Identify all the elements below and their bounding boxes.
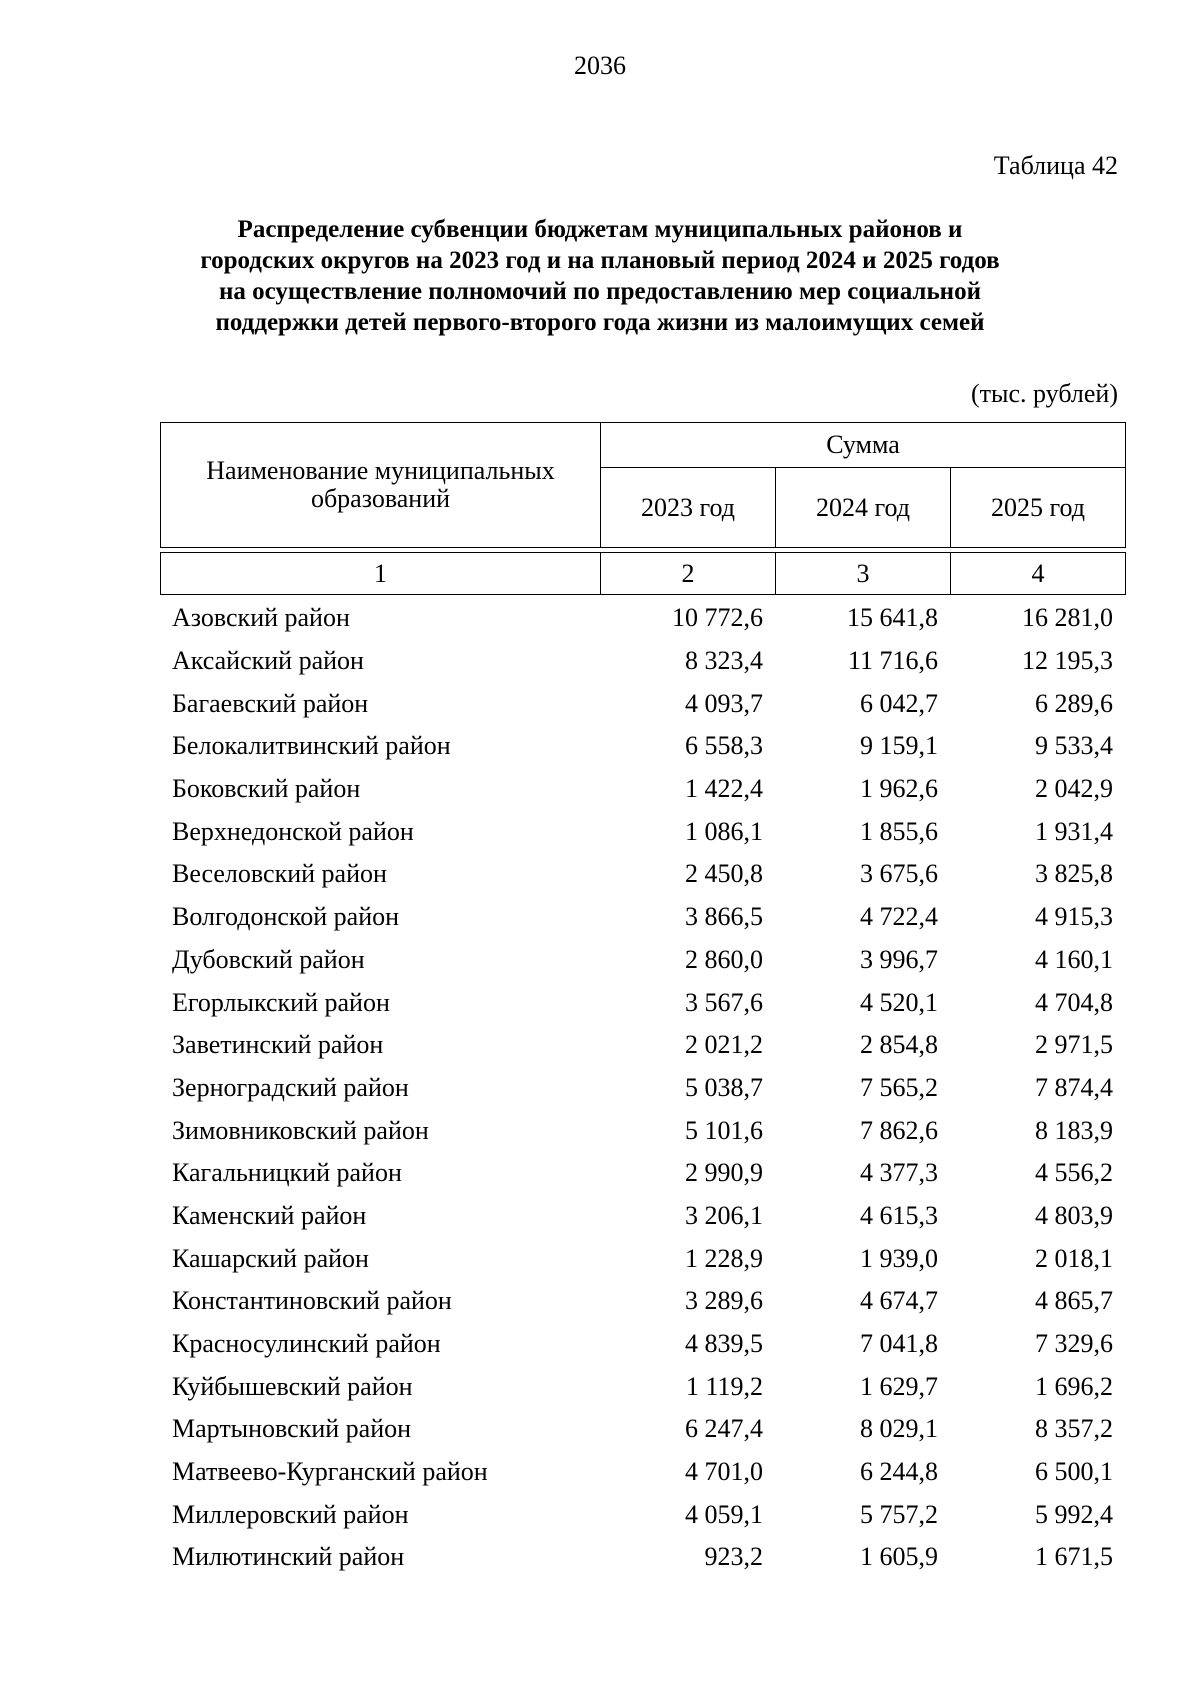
column-number: 1 (161, 553, 601, 595)
header-year-2024: 2024 год (776, 468, 951, 548)
amount-2024: 4 674,7 (860, 1286, 938, 1316)
table-row (160, 1067, 1125, 1110)
table-row (160, 1152, 1125, 1195)
amount-2023: 6 558,3 (685, 731, 763, 761)
amount-2023: 1 422,4 (685, 774, 763, 804)
amount-2023: 8 323,4 (685, 646, 763, 676)
municipality-name: Каменский район (172, 1200, 367, 1230)
municipality-name: Дубовский район (172, 944, 365, 974)
amount-2024: 2 854,8 (860, 1030, 938, 1060)
amount-2023: 4 701,0 (685, 1457, 763, 1487)
amount-2025: 5 992,4 (1035, 1499, 1113, 1529)
amount-2023: 6 247,4 (685, 1414, 763, 1444)
page-number: 2036 (574, 51, 626, 80)
table-row (160, 810, 1125, 853)
municipality-name: Зерноградский район (172, 1072, 409, 1102)
amount-2024: 3 675,6 (860, 859, 938, 889)
municipality-name: Боковский район (172, 774, 361, 804)
table-row (160, 725, 1125, 768)
header-year-2025: 2025 год (951, 468, 1126, 548)
amount-2025: 2 042,9 (1035, 774, 1113, 804)
municipality-name: Милютинский район (172, 1542, 405, 1572)
amount-2024: 15 641,8 (847, 603, 938, 633)
table-row (160, 1408, 1125, 1451)
table-row (160, 1280, 1125, 1323)
municipality-name: Волгодонской район (172, 902, 400, 932)
data-table (160, 597, 1125, 1579)
amount-2023: 2 990,9 (685, 1158, 763, 1188)
amount-2025: 4 915,3 (1035, 902, 1113, 932)
amount-2023: 923,2 (704, 1542, 763, 1572)
municipality-name: Белокалитвинский район (172, 731, 451, 761)
amount-2024: 3 996,7 (860, 944, 938, 974)
table-row (160, 1024, 1125, 1067)
municipality-name: Мартыновский район (172, 1414, 412, 1444)
amount-2025: 1 931,4 (1035, 816, 1113, 846)
amount-2023: 5 101,6 (685, 1115, 763, 1145)
amount-2023: 5 038,7 (685, 1072, 763, 1102)
amount-2024: 9 159,1 (860, 731, 938, 761)
table-row (160, 1536, 1125, 1579)
amount-2024: 8 029,1 (860, 1414, 938, 1444)
amount-2023: 10 772,6 (672, 603, 763, 633)
table-row (160, 981, 1125, 1024)
amount-2025: 4 803,9 (1035, 1200, 1113, 1230)
table-row (160, 1451, 1125, 1494)
table-row (160, 1323, 1125, 1366)
amount-2023: 2 021,2 (685, 1030, 763, 1060)
header-sum: Сумма (601, 423, 1126, 468)
amount-2023: 3 567,6 (685, 987, 763, 1017)
municipality-name: Куйбышевский район (172, 1371, 413, 1401)
municipality-name: Заветинский район (172, 1030, 384, 1060)
amount-2023: 3 866,5 (685, 902, 763, 932)
municipality-name: Зимовниковский район (172, 1115, 429, 1145)
amount-2025: 2 018,1 (1035, 1243, 1113, 1273)
units-label: (тыс. рублей) (970, 379, 1118, 408)
table-row (160, 896, 1125, 939)
title-line: городских округов на 2023 год и на плановый период 2024 и 2025 годов (200, 247, 1000, 274)
amount-2025: 8 357,2 (1035, 1414, 1113, 1444)
municipality-name: Азовский район (172, 603, 350, 633)
amount-2023: 1 086,1 (685, 816, 763, 846)
table-row (160, 1195, 1125, 1238)
table-row (160, 939, 1125, 982)
table-row (160, 640, 1125, 683)
amount-2024: 4 520,1 (860, 987, 938, 1017)
amount-2024: 4 615,3 (860, 1200, 938, 1230)
amount-2025: 7 874,4 (1035, 1072, 1113, 1102)
amount-2023: 4 839,5 (685, 1329, 763, 1359)
column-number: 4 (951, 553, 1126, 595)
amount-2024: 6 244,8 (860, 1457, 938, 1487)
amount-2025: 16 281,0 (1022, 603, 1113, 633)
table-row (160, 853, 1125, 896)
amount-2024: 5 757,2 (860, 1499, 938, 1529)
amount-2024: 1 629,7 (860, 1371, 938, 1401)
table-row (160, 1109, 1125, 1152)
amount-2024: 11 716,6 (847, 646, 938, 676)
title-line: Распределение субвенции бюджетам муниципальных районов и (237, 216, 963, 243)
header-year-2023: 2023 год (601, 468, 776, 548)
table-row (160, 768, 1125, 811)
amount-2024: 6 042,7 (860, 688, 938, 718)
amount-2024: 1 855,6 (860, 816, 938, 846)
table-label: Таблица 42 (993, 151, 1118, 180)
municipality-name: Веселовский район (172, 859, 387, 889)
amount-2023: 2 860,0 (685, 944, 763, 974)
amount-2023: 1 228,9 (685, 1243, 763, 1273)
table-header (160, 422, 1126, 595)
amount-2025: 3 825,8 (1035, 859, 1113, 889)
amount-2025: 4 556,2 (1035, 1158, 1113, 1188)
amount-2025: 12 195,3 (1022, 646, 1113, 676)
title-line: поддержки детей первого-второго года жизни из малоимущих семей (215, 309, 985, 336)
amount-2024: 4 722,4 (860, 902, 938, 932)
amount-2023: 2 450,8 (685, 859, 763, 889)
amount-2025: 6 289,6 (1035, 688, 1113, 718)
municipality-name: Миллеровский район (172, 1499, 409, 1529)
table-row (160, 682, 1125, 725)
table-row (160, 1365, 1125, 1408)
table-body (160, 597, 1125, 1579)
amount-2024: 7 862,6 (860, 1115, 938, 1145)
header-name-column: Наименование муниципальных образований (161, 423, 601, 548)
amount-2025: 8 183,9 (1035, 1115, 1113, 1145)
amount-2024: 4 377,3 (860, 1158, 938, 1188)
amount-2025: 4 865,7 (1035, 1286, 1113, 1316)
column-number: 3 (776, 553, 951, 595)
table-row (160, 1493, 1125, 1536)
column-number: 2 (601, 553, 776, 595)
amount-2025: 9 533,4 (1035, 731, 1113, 761)
amount-2025: 1 696,2 (1035, 1371, 1113, 1401)
amount-2025: 6 500,1 (1035, 1457, 1113, 1487)
table-row (160, 597, 1125, 640)
amount-2025: 1 671,5 (1035, 1542, 1113, 1572)
amount-2024: 1 605,9 (860, 1542, 938, 1572)
municipality-name: Аксайский район (172, 646, 364, 676)
municipality-name: Багаевский район (172, 688, 369, 718)
amount-2025: 4 160,1 (1035, 944, 1113, 974)
amount-2024: 7 041,8 (860, 1329, 938, 1359)
amount-2023: 4 059,1 (685, 1499, 763, 1529)
amount-2023: 1 119,2 (685, 1371, 763, 1401)
amount-2023: 4 093,7 (685, 688, 763, 718)
amount-2024: 7 565,2 (860, 1072, 938, 1102)
amount-2023: 3 289,6 (685, 1286, 763, 1316)
amount-2025: 2 971,5 (1035, 1030, 1113, 1060)
amount-2025: 7 329,6 (1035, 1329, 1113, 1359)
amount-2025: 4 704,8 (1035, 987, 1113, 1017)
table-row (160, 1237, 1125, 1280)
document-title (150, 214, 1050, 338)
municipality-name: Кашарский район (172, 1243, 369, 1273)
municipality-name: Матвеево-Курганский район (172, 1457, 488, 1487)
municipality-name: Верхнедонской район (172, 816, 414, 846)
municipality-name: Красносулинский район (172, 1329, 441, 1359)
municipality-name: Кагальницкий район (172, 1158, 402, 1188)
municipality-name: Егорлыкский район (172, 987, 390, 1017)
amount-2024: 1 962,6 (860, 774, 938, 804)
amount-2023: 3 206,1 (685, 1200, 763, 1230)
title-line: на осуществление полномочий по предоставлению мер социальной (219, 278, 981, 305)
municipality-name: Константиновский район (172, 1286, 452, 1316)
amount-2024: 1 939,0 (860, 1243, 938, 1273)
